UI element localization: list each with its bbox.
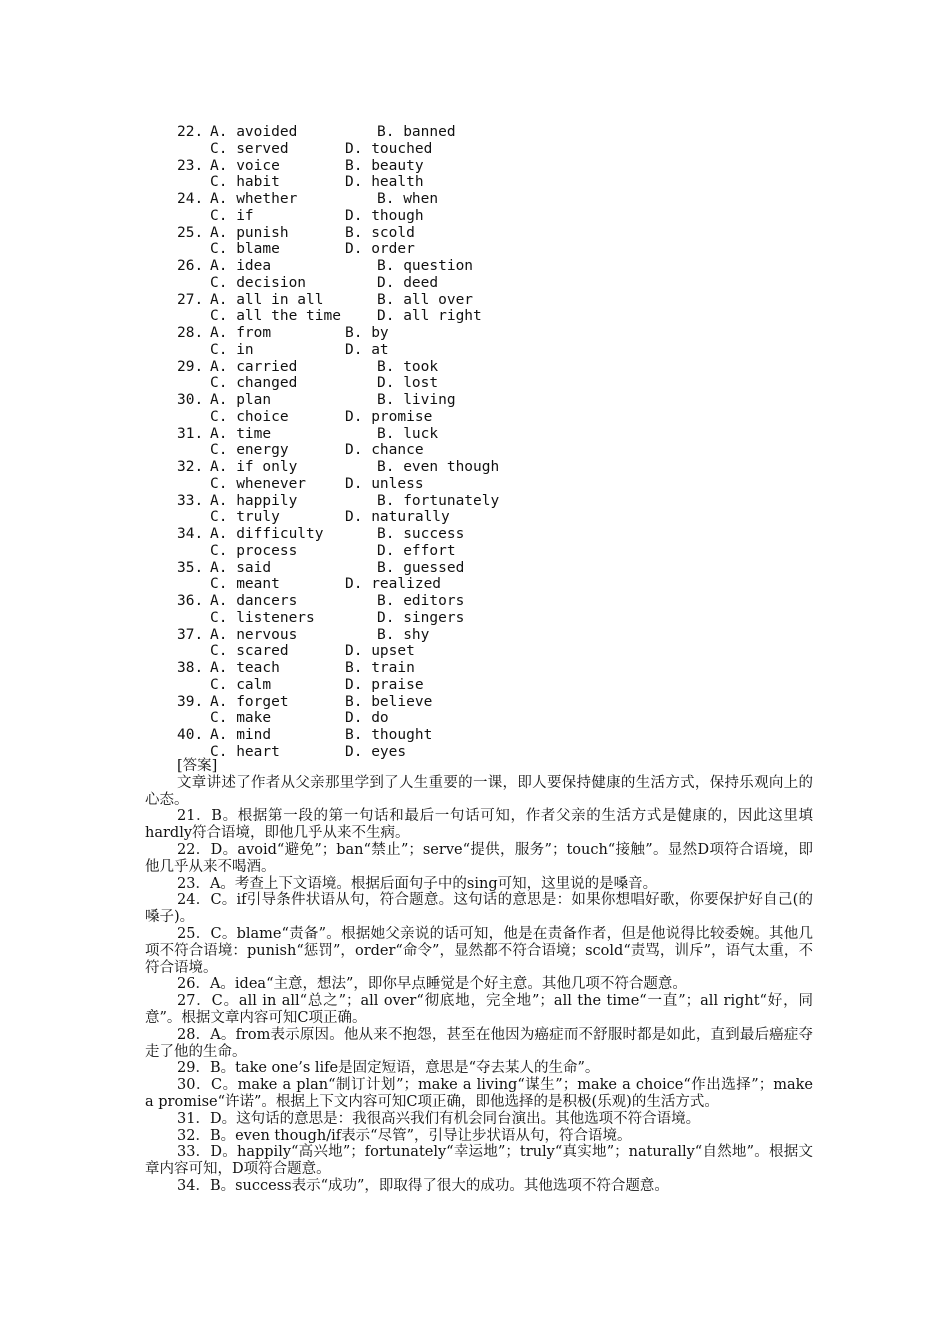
option-c: C. truly [210, 509, 280, 526]
option-a: A. if only [210, 459, 298, 475]
option-b: B. took [377, 358, 439, 375]
question-number: 24. [177, 191, 204, 207]
question-number: 38. [177, 660, 204, 676]
question-number: 29. [177, 358, 204, 375]
option-b: B. train [345, 660, 415, 676]
question-number: 23. [177, 157, 204, 174]
option-c: C. process [210, 542, 298, 559]
option-a: A. punish [210, 224, 289, 241]
answer-paragraph: 28．A。from表示原因。他从来不抱怨，甚至在他因为癌症而不舒服时都是如此，直到最后癌症夺走了他的生命。 [145, 1026, 813, 1060]
option-c: C. whenever [210, 475, 307, 492]
option-b: B. question [377, 258, 474, 274]
option-d: D. singers [377, 609, 465, 626]
question-options-row-ab [177, 593, 637, 610]
option-c: C. calm [210, 676, 272, 693]
question-options-row-cd [177, 442, 637, 459]
question-number: 40. [177, 727, 204, 743]
question-number: 27. [177, 291, 204, 308]
option-c: C. heart [210, 743, 280, 760]
option-c: C. meant [210, 576, 280, 593]
question-options-row-cd [177, 241, 637, 258]
question-options-row-ab [177, 258, 637, 275]
question-options-row-cd [177, 174, 637, 191]
option-b: B. editors [377, 593, 465, 609]
question-options-row-cd [177, 543, 637, 560]
option-a: A. difficulty [210, 526, 324, 542]
option-d: D. at [345, 341, 389, 358]
option-b: B. even though [377, 459, 500, 475]
option-d: D. do [345, 710, 389, 727]
question-number: 37. [177, 626, 204, 643]
answer-paragraph: 29．B。take one’s life是固定短语，意思是“夺去某人的生命”。 [177, 1060, 600, 1077]
option-b: B. banned [377, 124, 456, 140]
question-number: 31. [177, 425, 204, 442]
option-a: A. idea [210, 258, 272, 274]
question-options-row-cd [177, 677, 637, 694]
question-number: 33. [177, 492, 204, 509]
option-a: A. voice [210, 157, 280, 174]
answer-paragraph: 32．B。even though/if表示“尽管”，引导让步状语从句，符合语境。 [177, 1127, 632, 1144]
question-options-row-cd [177, 576, 637, 593]
option-c: C. changed [210, 375, 298, 392]
answer-paragraph: 33．D。happily“高兴地”；fortunately“幸运地”；truly“真实地”；naturally“自然地”。根据文章内容可知，D项符合题意。 [145, 1144, 813, 1178]
question-options-row-cd [177, 308, 637, 325]
option-a: A. nervous [210, 626, 298, 643]
answer-paragraph: 26．A。idea“主意，想法”，即你早点睡觉是个好主意。其他几项不符合题意。 [177, 976, 687, 993]
option-b: B. scold [345, 224, 415, 241]
question-number: 25. [177, 224, 204, 241]
question-options-row-cd [177, 275, 637, 292]
option-d: D. touched [345, 140, 433, 157]
option-c: C. if [210, 207, 254, 224]
answer-paragraph: 24．C。if引导条件状语从句，符合题意。这句话的意思是：如果你想唱好歌，你要保护好自己(的嗓子)。 [145, 892, 813, 926]
question-options-row-ab [177, 158, 637, 175]
option-b: B. believe [345, 693, 433, 710]
question-options-row-ab [177, 225, 637, 242]
answer-label: [答案] [177, 758, 218, 774]
option-b: B. beauty [345, 157, 424, 174]
option-a: A. said [210, 559, 272, 576]
question-options-row-ab [177, 392, 637, 409]
question-options-row-cd [177, 710, 637, 727]
option-b: B. shy [377, 626, 430, 643]
question-number: 26. [177, 258, 204, 274]
answer-paragraph: 34．B。success表示“成功”，即取得了很大的成功。其他选项不符合题意。 [177, 1177, 669, 1194]
answer-paragraph: 31．D。这句话的意思是：我很高兴我们有机会同台演出。其他选项不符合语境。 [177, 1110, 701, 1127]
option-d: D. unless [345, 475, 424, 492]
option-b: B. guessed [377, 559, 465, 576]
question-options-row-ab [177, 124, 637, 141]
question-options-row-ab [177, 627, 637, 644]
question-number: 32. [177, 459, 204, 475]
question-options-row-ab [177, 459, 637, 476]
question-options-row-ab [177, 191, 637, 208]
option-a: A. mind [210, 727, 272, 743]
option-c: C. served [210, 140, 289, 157]
question-options-row-ab [177, 526, 637, 543]
question-number: 35. [177, 559, 204, 576]
question-options-row-ab [177, 660, 637, 677]
option-d: D. naturally [345, 509, 450, 526]
option-b: B. by [345, 325, 389, 341]
question-number: 22. [177, 124, 204, 140]
question-number: 28. [177, 325, 204, 341]
option-a: A. carried [210, 358, 298, 375]
option-c: C. in [210, 341, 254, 358]
question-options-row-cd [177, 141, 637, 158]
option-a: A. teach [210, 660, 280, 676]
answer-paragraph: 25．C。blame“责备”。根据她父亲说的话可知，他是在责备作者，但是他说得比较委婉。其他几项不符合语境：punish“惩罚”，order“命令”，显然都不符合语境；scold“责骂，训斥”，语气太重，不符合语境。 [145, 925, 813, 976]
option-b: B. living [377, 392, 456, 408]
option-c: C. make [210, 710, 272, 727]
answer-paragraph: 30．C。make a plan“制订计划”；make a living“谋生”；make a choice“作出选择”；make a promise“许诺”。根据上下文内容可知C项正确，即他选择的是积极(乐观)的生活方式。 [145, 1077, 813, 1110]
answer-paragraph: 27．C。all in all“总之”；all over“彻底地，完全地”；all the time“一直”；all right“好，同意”。根据文章内容可知C项正确。 [145, 993, 813, 1026]
option-c: C. decision [210, 274, 307, 291]
answer-paragraph: 文章讲述了作者从父亲那里学到了人生重要的一课，即人要保持健康的生活方式，保持乐观向上的心态。 [145, 774, 813, 808]
option-d: D. realized [345, 576, 442, 593]
option-a: A. time [210, 425, 272, 442]
question-options-row-cd [177, 342, 637, 359]
question-options-row-cd [177, 409, 637, 426]
answer-paragraphs [145, 775, 813, 1195]
question-options-row-cd [177, 476, 637, 493]
option-d: D. order [345, 241, 415, 258]
question-options-row-ab [177, 325, 637, 342]
question-options-row-cd [177, 610, 637, 627]
question-number: 39. [177, 693, 204, 710]
option-a: A. avoided [210, 124, 298, 140]
option-b: B. luck [377, 425, 439, 442]
option-d: D. health [345, 174, 424, 191]
question-options-row-ab [177, 292, 637, 309]
answer-paragraph: 23．A。考查上下文语境。根据后面句子中的sing可知，这里说的是嗓音。 [177, 875, 658, 892]
answer-paragraph: 22．D。avoid“避免”；ban“禁止”；serve“提供，服务”；touch“接触”。显然D项符合语境，即他几乎从来不喝酒。 [145, 841, 813, 875]
option-d: D. chance [345, 442, 424, 459]
option-d: D. praise [345, 676, 424, 693]
option-c: C. energy [210, 442, 289, 459]
option-a: A. all in all [210, 291, 324, 308]
option-c: C. habit [210, 174, 280, 191]
option-d: D. though [345, 207, 424, 224]
option-b: B. success [377, 526, 465, 542]
question-options-row-ab [177, 560, 637, 577]
option-c: C. choice [210, 408, 289, 425]
option-a: A. whether [210, 191, 298, 207]
option-d: D. upset [345, 643, 415, 660]
question-number: 34. [177, 526, 204, 542]
option-d: D. eyes [345, 743, 407, 760]
option-c: C. listeners [210, 609, 315, 626]
question-options-row-ab [177, 493, 637, 510]
question-options-row-cd [177, 375, 637, 392]
question-options-row-ab [177, 694, 637, 711]
option-b: B. thought [345, 727, 433, 743]
question-options-row-ab [177, 426, 637, 443]
option-d: D. promise [345, 408, 433, 425]
question-options-row-ab [177, 359, 637, 376]
option-d: D. effort [377, 542, 456, 559]
option-a: A. happily [210, 492, 298, 509]
option-c: C. blame [210, 241, 280, 258]
option-a: A. from [210, 325, 272, 341]
option-b: B. all over [377, 291, 474, 308]
option-d: D. lost [377, 375, 439, 392]
question-options-row-cd [177, 643, 637, 660]
option-a: A. plan [210, 392, 272, 408]
question-options-row-cd [177, 208, 637, 225]
option-d: D. deed [377, 274, 439, 291]
option-b: B. fortunately [377, 492, 500, 509]
option-list [177, 124, 637, 761]
option-a: A. forget [210, 693, 289, 710]
option-d: D. all right [377, 308, 482, 325]
question-number: 36. [177, 593, 204, 609]
answer-paragraph: 21．B。根据第一段的第一句话和最后一句话可知，作者父亲的生活方式是健康的，因此这里填hardly符合语境，即他几乎从来不生病。 [145, 808, 813, 842]
question-options-row-ab [177, 727, 637, 744]
answer-section [145, 758, 813, 1195]
option-c: C. all the time [210, 308, 341, 325]
question-number: 30. [177, 392, 204, 408]
option-b: B. when [377, 191, 439, 207]
option-a: A. dancers [210, 593, 298, 609]
option-c: C. scared [210, 643, 289, 660]
question-options-row-cd [177, 509, 637, 526]
